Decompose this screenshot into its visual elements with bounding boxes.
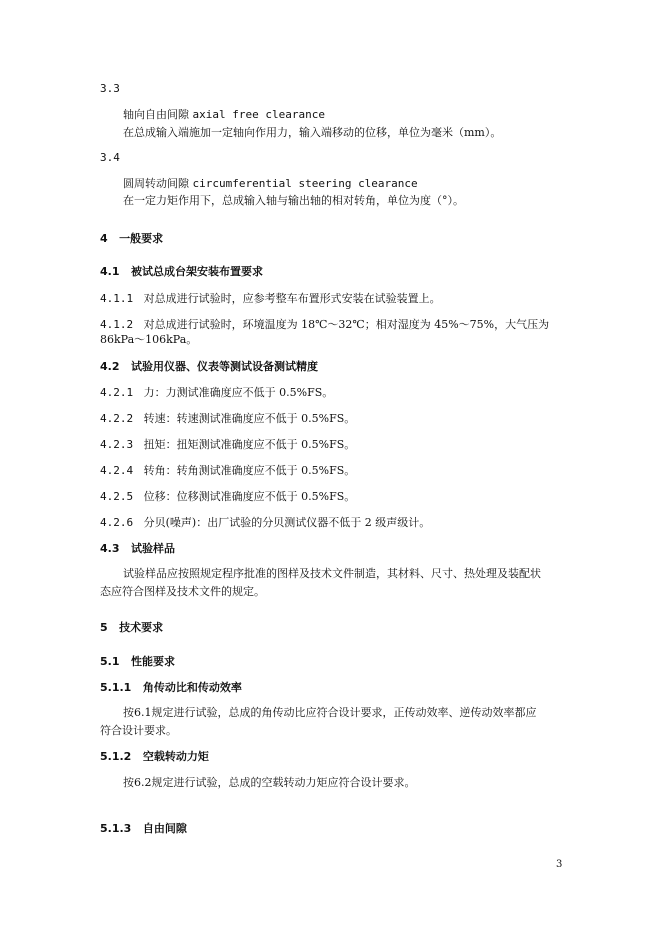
section-title: 空载转动力矩: [142, 750, 209, 763]
section-number: 4.2: [100, 360, 120, 373]
clause-number: 4.2.5: [100, 490, 134, 503]
clause-4-2-6: [100, 516, 430, 530]
clause-number-3-3: 3.3: [100, 82, 120, 95]
section-heading-5-1-1: [100, 681, 242, 695]
clause-4-2-5: [100, 490, 355, 504]
section-title: 试验用仪器、仪表等测试设备测试精度: [131, 360, 318, 373]
clause-number: 4.2.3: [100, 438, 134, 451]
clause-number: 4.2.6: [100, 516, 134, 529]
section-title: 自由间隙: [142, 822, 187, 835]
clause-4-1-1: [100, 292, 441, 306]
section-heading-5-1-2: [100, 750, 209, 764]
section-number: 5: [100, 621, 108, 634]
paragraph-5-1-2: 按6.2规定进行试验，总成的空载转动力矩应符合设计要求。: [123, 776, 416, 789]
section-heading-4-3: [100, 542, 175, 556]
section-title: 性能要求: [131, 655, 175, 668]
clause-number: 4.2.4: [100, 464, 134, 477]
section-number: 4.1: [100, 265, 120, 278]
clause-number-3-4: 3.4: [100, 151, 120, 164]
section-heading-5: [100, 621, 163, 635]
clause-4-2-1: [100, 386, 333, 400]
paragraph-4-3-line1: 试验样品应按照规定程序批准的图样及技术文件制造，其材料、尺寸、热处理及装配状: [123, 567, 541, 580]
term-en: circumferential steering clearance: [192, 177, 418, 190]
page-number: 3: [556, 859, 563, 870]
clause-text: 对总成进行试验时，环境温度为 18℃～32℃；相对湿度为 45%～75%，大气压为: [143, 318, 550, 331]
clause-text: 转速：转速测试准确度应不低于 0.5%FS。: [143, 412, 356, 425]
section-heading-5-1: [100, 655, 175, 669]
term-3-4: [123, 177, 418, 191]
paragraph-5-1-1-line1: 按6.1规定进行试验，总成的角传动比应符合设计要求，正传动效率、逆传动效率都应: [123, 706, 537, 719]
clause-number: 4.1.1: [100, 292, 134, 305]
clause-text: 转角：转角测试准确度应不低于 0.5%FS。: [143, 464, 356, 477]
clause-text: 位移：位移测试准确度应不低于 0.5%FS。: [143, 490, 356, 503]
definition-3-3: 在总成输入端施加一定轴向作用力，输入端移动的位移，单位为毫米（mm）。: [123, 126, 502, 139]
section-number: 5.1.3: [100, 822, 132, 835]
section-number: 4.3: [100, 542, 120, 555]
section-title: 被试总成台架安装布置要求: [131, 265, 263, 278]
clause-number: 4.2.2: [100, 412, 134, 425]
section-number: 5.1: [100, 655, 120, 668]
clause-text: 分贝(噪声)：出厂试验的分贝测试仪器不低于 2 级声级计。: [143, 516, 431, 529]
term-zh: 轴向自由间隙: [123, 108, 189, 121]
section-heading-5-1-3: [100, 822, 187, 836]
section-number: 5.1.1: [100, 681, 132, 694]
section-title: 一般要求: [119, 232, 164, 245]
section-heading-4-2: [100, 360, 318, 374]
section-title: 技术要求: [119, 621, 164, 634]
section-title: 试验样品: [131, 542, 175, 555]
clause-4-1-2: [100, 318, 549, 332]
clause-number: 4.2.1: [100, 386, 134, 399]
section-number: 4: [100, 232, 108, 245]
term-zh: 圆周转动间隙: [123, 177, 189, 190]
clause-text: 扭矩：扭矩测试准确度应不低于 0.5%FS。: [143, 438, 356, 451]
clause-number: 4.1.2: [100, 318, 134, 331]
section-title: 角传动比和传动效率: [142, 681, 242, 694]
definition-3-4: 在一定力矩作用下，总成输入轴与输出轴的相对转角，单位为度（°）。: [123, 194, 464, 207]
clause-4-2-2: [100, 412, 355, 426]
clause-4-1-2-cont: 86kPa～106kPa。: [100, 333, 198, 346]
section-number: 5.1.2: [100, 750, 132, 763]
clause-text: 力：力测试准确度应不低于 0.5%FS。: [143, 386, 334, 399]
clause-4-2-4: [100, 464, 355, 478]
term-en: axial free clearance: [192, 108, 325, 121]
paragraph-5-1-1-line2: 符合设计要求。: [100, 724, 177, 737]
clause-text: 对总成进行试验时，应参考整车布置形式安装在试验装置上。: [143, 292, 441, 305]
paragraph-4-3-line2: 态应符合图样及技术文件的规定。: [100, 585, 265, 598]
section-heading-4-1: [100, 265, 263, 279]
clause-4-2-3: [100, 438, 355, 452]
term-3-3: [123, 108, 325, 122]
section-heading-4: [100, 232, 163, 246]
